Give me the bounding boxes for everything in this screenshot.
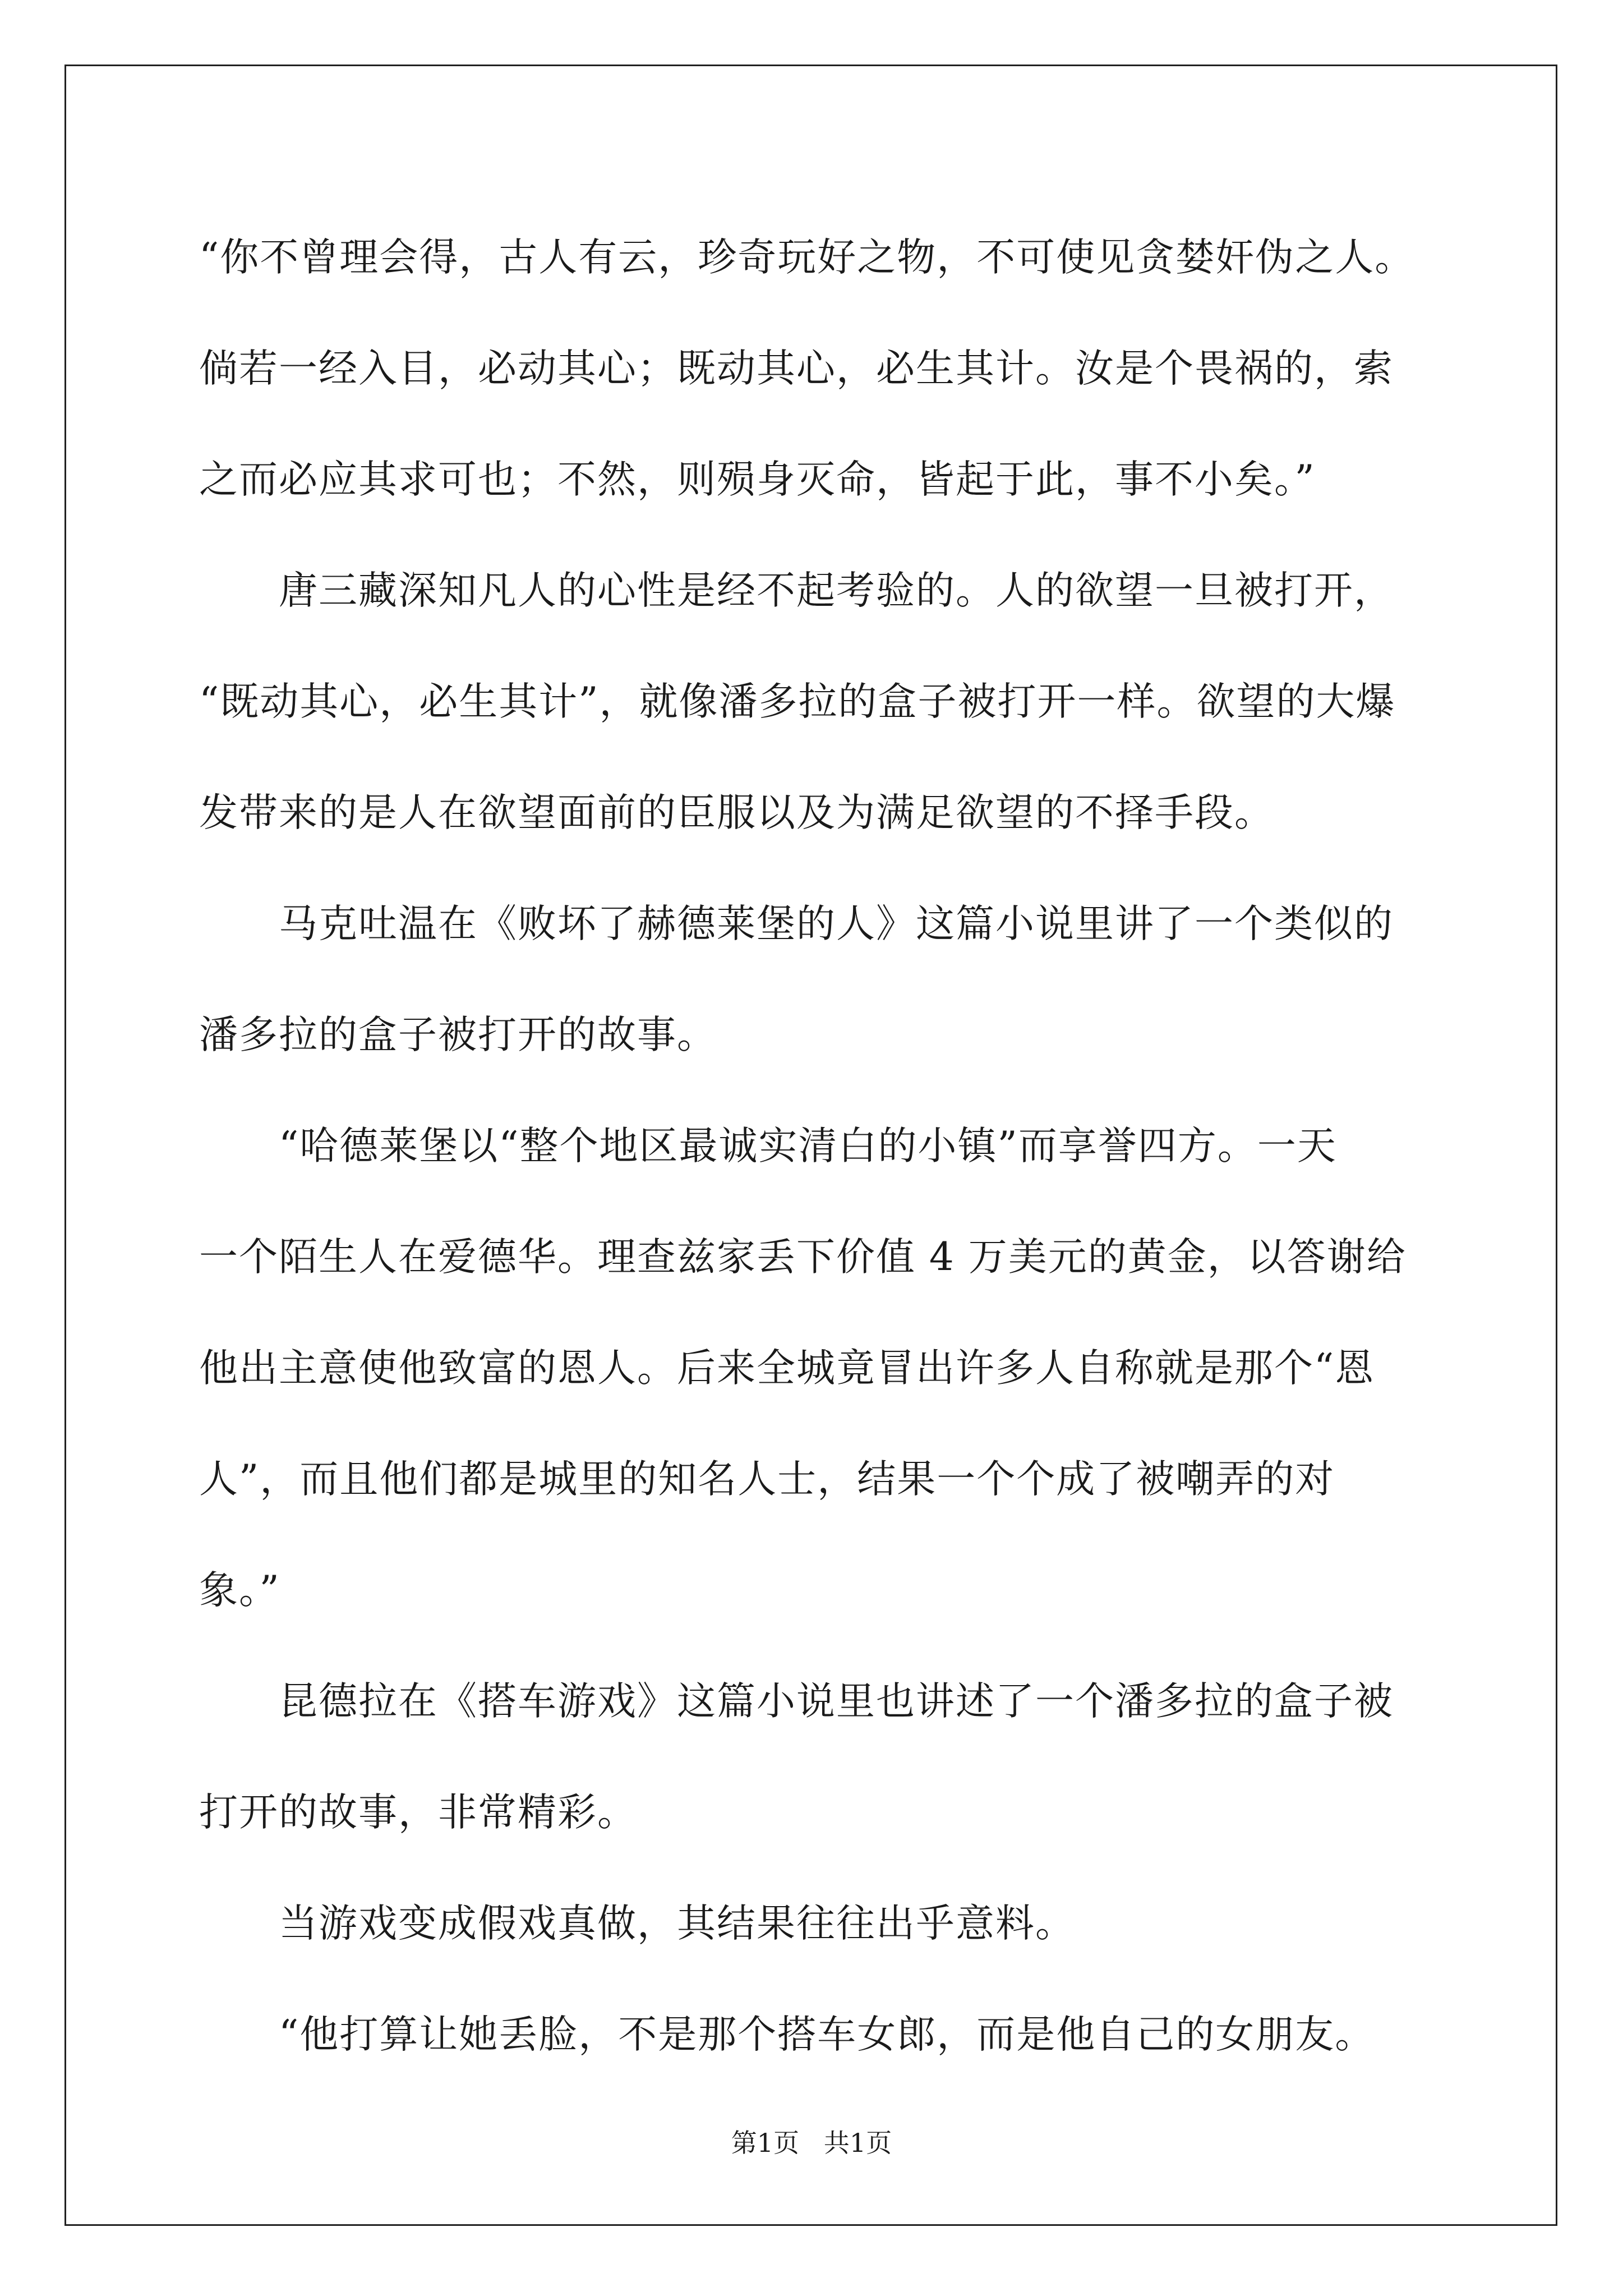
text-line: 唐三藏深知凡人的心性是经不起考验的。人的欲望一旦被打开，: [199, 568, 1394, 613]
text-line: “他打算让她丢脸，不是那个搭车女郎，而是他自己的女朋友。: [199, 2012, 1375, 2057]
text-line: 发带来的是人在欲望面前的臣服以及为满足欲望的不择手段。: [199, 790, 1274, 835]
text-line: 象。”: [199, 1568, 280, 1613]
text-line: “哈德莱堡以“整个地区最诚实清白的小镇”而享誉四方。一天: [199, 1124, 1337, 1168]
document-body: [199, 202, 1441, 2090]
text-line: 昆德拉在《搭车游戏》这篇小说里也讲述了一个潘多拉的盒子被: [199, 1679, 1394, 1724]
text-line: 倘若一经入目，必动其心；既动其心，必生其计。汝是个畏祸的，索: [199, 346, 1394, 391]
text-line: 人”，而且他们都是城里的知名人士，结果一个个成了被嘲弄的对: [199, 1457, 1335, 1502]
text-line: 他出主意使他致富的恩人。后来全城竟冒出许多人自称就是那个“恩: [199, 1346, 1375, 1391]
page-number-footer: 第1页 共1页: [731, 2128, 892, 2158]
text-line: 之而必应其求可也；不然，则殒身灭命，皆起于此，事不小矣。”: [199, 457, 1316, 502]
text-line: 一个陌生人在爱德华。理查兹家丢下价值 4 万美元的黄金，以答谢给: [199, 1235, 1407, 1280]
text-line: “既动其心，必生其计”，就像潘多拉的盒子被打开一样。欲望的大爆: [199, 679, 1396, 724]
text-line: 潘多拉的盒子被打开的故事。: [199, 1013, 717, 1057]
text-line: 马克吐温在《败坏了赫德莱堡的人》这篇小说里讲了一个类似的: [199, 901, 1394, 946]
text-line: 打开的故事，非常精彩。: [199, 1790, 637, 1835]
text-line: 当游戏变成假戏真做，其结果往往出乎意料。: [199, 1901, 1075, 1946]
text-line: “你不曾理会得，古人有云，珍奇玩好之物，不可使见贪婪奸伪之人。: [199, 235, 1415, 280]
